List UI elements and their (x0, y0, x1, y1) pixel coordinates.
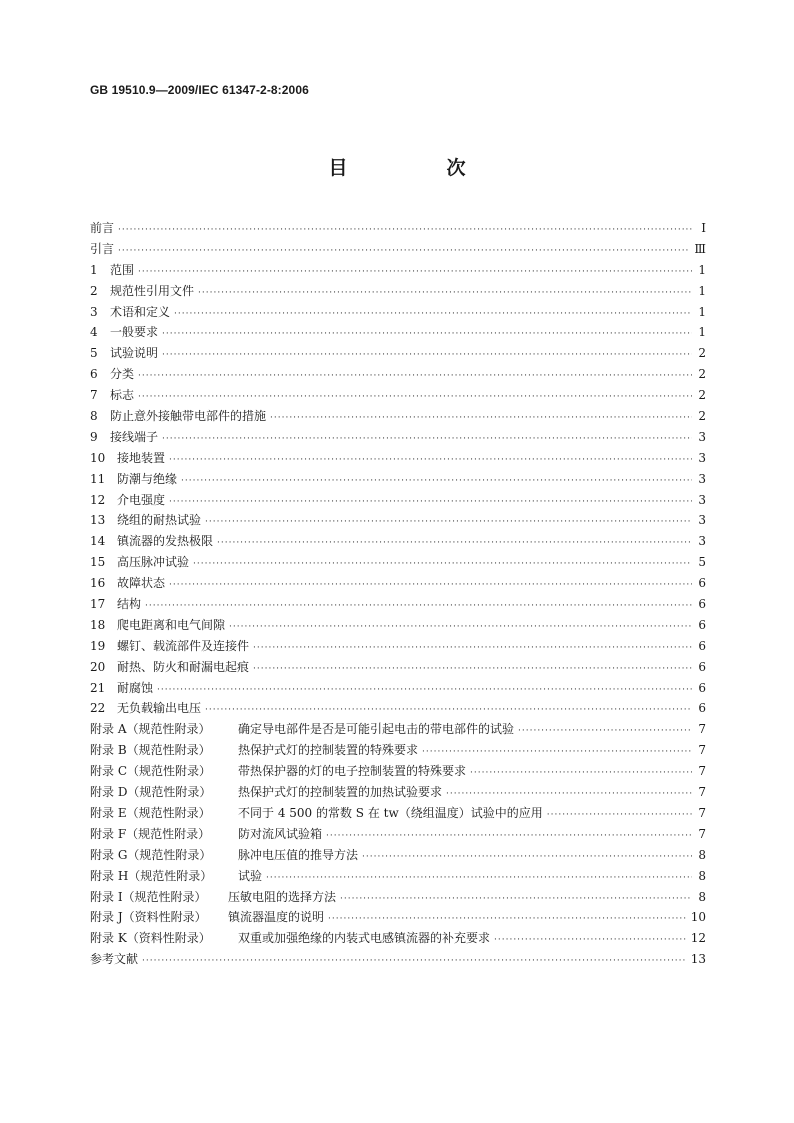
standard-number: GB 19510.9—2009/IEC 61347-2-8:2006 (90, 83, 309, 97)
toc-annex-entry[interactable] (90, 887, 706, 908)
toc-leader-dots (422, 742, 692, 763)
toc-leader-dots (181, 471, 692, 492)
toc-clause-number: 4 (90, 325, 98, 340)
toc-page-number: 8 (698, 847, 706, 862)
toc-entry-label: 防对流风试验箱 (238, 826, 323, 841)
toc-entry-bibliography[interactable] (90, 949, 706, 970)
toc-page-number: 1 (698, 304, 706, 319)
toc-page-number: 8 (698, 868, 706, 883)
table-of-contents (90, 218, 706, 970)
toc-entry[interactable] (90, 406, 706, 427)
toc-annex-entry[interactable] (90, 761, 706, 782)
toc-clause-number: 18 (90, 617, 106, 632)
toc-annex-designation: 附录 C（规范性附录） (90, 764, 211, 779)
toc-clause-number: 19 (90, 638, 106, 653)
toc-page-number: 3 (698, 450, 706, 465)
toc-leader-dots (205, 700, 692, 721)
toc-leader-dots (174, 304, 692, 325)
toc-clause-number: 10 (90, 450, 106, 465)
toc-annex-designation: 附录 J（资料性附录） (90, 910, 207, 925)
toc-entry[interactable] (90, 322, 706, 343)
toc-leader-dots (547, 805, 692, 826)
toc-annex-designation: 附录 B（规范性附录） (90, 743, 211, 758)
toc-page-number: 2 (698, 388, 706, 403)
toc-annex-entry[interactable] (90, 740, 706, 761)
toc-clause-number: 1 (90, 262, 98, 277)
toc-leader-dots (169, 575, 692, 596)
toc-leader-dots (340, 889, 692, 910)
toc-clause-number: 16 (90, 576, 106, 591)
toc-leader-dots (446, 784, 692, 805)
toc-leader-dots (138, 262, 692, 283)
toc-clause-number: 15 (90, 555, 106, 570)
toc-leader-dots (157, 680, 692, 701)
toc-page-number: 1 (698, 262, 706, 277)
toc-page-number: 6 (698, 701, 706, 716)
toc-annex-designation: 附录 H（规范性附录） (90, 868, 213, 883)
toc-entry-label: 脉冲电压值的推导方法 (238, 847, 359, 862)
toc-page-number: 6 (698, 659, 706, 674)
toc-entry-label: 故障状态 (117, 576, 166, 591)
toc-entry-label: 不同于 4 500 的常数 S 在 tw（绕组温度）试验中的应用 (238, 805, 543, 820)
toc-clause-number: 8 (90, 409, 98, 424)
toc-entry-label: 防潮与绝缘 (117, 471, 178, 486)
toc-entry-label: 镇流器温度的说明 (228, 910, 325, 925)
toc-annex-entry[interactable] (90, 845, 706, 866)
toc-page-number: 3 (698, 534, 706, 549)
toc-annex-entry[interactable] (90, 803, 706, 824)
toc-clause-number: 11 (90, 471, 106, 486)
toc-entry[interactable] (90, 448, 706, 469)
toc-page-number: 1 (698, 283, 706, 298)
toc-leader-dots (328, 909, 687, 930)
toc-leader-dots (142, 951, 687, 972)
toc-annex-designation: 附录 K（资料性附录） (90, 931, 211, 946)
toc-page-number: 2 (698, 346, 706, 361)
toc-page-number: 5 (698, 555, 706, 570)
toc-entry[interactable] (90, 427, 706, 448)
toc-page-number: 7 (698, 805, 706, 820)
toc-entry-label: 标志 (110, 388, 135, 403)
toc-entry-introduction[interactable] (90, 239, 706, 260)
toc-page-number: 6 (698, 617, 706, 632)
toc-entry[interactable] (90, 302, 706, 323)
toc-annex-entry[interactable] (90, 866, 706, 887)
toc-page-number: 13 (690, 952, 706, 967)
page-title: 目 次 (328, 157, 506, 179)
toc-entry[interactable] (90, 490, 706, 511)
toc-clause-number: 3 (90, 304, 98, 319)
toc-clause-number: 2 (90, 283, 98, 298)
toc-leader-dots (253, 659, 692, 680)
toc-leader-dots (118, 241, 690, 262)
toc-page-number: 7 (698, 722, 706, 737)
toc-entry-label: 一般要求 (110, 325, 159, 340)
toc-annex-designation: 附录 D（规范性附录） (90, 785, 212, 800)
toc-leader-dots (326, 826, 692, 847)
toc-annex-designation: 附录 I（规范性附录） (90, 889, 207, 904)
toc-entry-label: 前言 (90, 221, 115, 235)
toc-entry-label: 高压脉冲试验 (117, 555, 190, 570)
toc-clause-number: 7 (90, 388, 98, 403)
toc-leader-dots (253, 638, 692, 659)
toc-entry-label: 接地装置 (117, 450, 166, 465)
toc-leader-dots (470, 763, 692, 784)
toc-leader-dots (138, 387, 692, 408)
toc-clause-number: 12 (90, 492, 106, 507)
toc-annex-designation: 附录 A（规范性附录） (90, 722, 211, 737)
toc-entry-label: 防止意外接触带电部件的措施 (110, 409, 267, 424)
toc-page-number: Ⅰ (701, 221, 706, 235)
toc-leader-dots (162, 345, 692, 366)
toc-entry-label: 耐热、防火和耐漏电起痕 (117, 659, 250, 674)
toc-entry[interactable] (90, 594, 706, 615)
toc-leader-dots (266, 868, 692, 889)
toc-entry-label: 试验说明 (110, 346, 159, 361)
toc-clause-number: 21 (90, 680, 106, 695)
toc-entry[interactable] (90, 469, 706, 490)
toc-entry-label: 耐腐蚀 (117, 680, 154, 695)
toc-page-number: 3 (698, 471, 706, 486)
toc-entry[interactable] (90, 552, 706, 573)
toc-page-number: Ⅲ (694, 241, 706, 256)
toc-entry-label: 确定导电部件是否是可能引起电击的带电部件的试验 (238, 722, 515, 737)
toc-clause-number: 6 (90, 367, 98, 382)
toc-entry[interactable] (90, 531, 706, 552)
toc-entry-label: 接线端子 (110, 429, 159, 444)
toc-page-number: 3 (698, 429, 706, 444)
toc-page-number: 6 (698, 576, 706, 591)
toc-clause-number: 17 (90, 597, 106, 612)
toc-entry-label: 螺钉、载流部件及连接件 (117, 638, 250, 653)
toc-entry-label: 结构 (117, 597, 142, 612)
toc-leader-dots (138, 366, 692, 387)
toc-leader-dots (270, 408, 692, 429)
toc-annex-entry[interactable] (90, 782, 706, 803)
toc-entry-label: 热保护式灯的控制装置的特殊要求 (238, 743, 419, 758)
toc-entry[interactable] (90, 281, 706, 302)
toc-page-number: 3 (698, 492, 706, 507)
toc-entry-label: 双重或加强绝缘的内装式电感镇流器的补充要求 (238, 931, 491, 946)
toc-clause-number: 22 (90, 701, 106, 716)
toc-page-number: 12 (690, 931, 706, 946)
toc-entry-label: 带热保护器的灯的电子控制装置的特殊要求 (238, 764, 467, 779)
toc-clause-number: 20 (90, 659, 106, 674)
toc-page-number: 10 (690, 910, 706, 925)
toc-entry[interactable] (90, 657, 706, 678)
toc-annex-designation: 附录 E（规范性附录） (90, 805, 211, 820)
toc-annex-entry[interactable] (90, 907, 706, 928)
toc-page-number: 6 (698, 680, 706, 695)
toc-entry[interactable] (90, 260, 706, 281)
toc-entry[interactable] (90, 364, 706, 385)
toc-clause-number: 5 (90, 346, 98, 361)
toc-entry-label: 引言 (90, 241, 115, 256)
toc-leader-dots (118, 220, 692, 241)
toc-page-number: 7 (698, 785, 706, 800)
toc-page-number: 7 (698, 764, 706, 779)
toc-leader-dots (145, 596, 692, 617)
toc-leader-dots (217, 533, 692, 554)
toc-leader-dots (198, 283, 692, 304)
toc-entry-label: 分类 (110, 367, 135, 382)
toc-entry-label: 参考文献 (90, 952, 139, 967)
toc-entry-label: 介电强度 (117, 492, 166, 507)
toc-entry-label: 试验 (238, 868, 263, 883)
toc-entry[interactable] (90, 385, 706, 406)
toc-entry-label: 爬电距离和电气间隙 (117, 617, 226, 632)
toc-entry[interactable] (90, 678, 706, 699)
toc-page-number: 1 (698, 325, 706, 340)
toc-leader-dots (162, 429, 692, 450)
toc-entry-label: 绕组的耐热试验 (117, 513, 202, 528)
toc-entry[interactable] (90, 615, 706, 636)
toc-entry[interactable] (90, 573, 706, 594)
toc-leader-dots (205, 512, 692, 533)
toc-entry[interactable] (90, 510, 706, 531)
toc-annex-entry[interactable] (90, 824, 706, 845)
toc-entry-label: 镇流器的发热极限 (117, 534, 214, 549)
toc-page-number: 2 (698, 409, 706, 424)
toc-leader-dots (193, 554, 692, 575)
toc-page-number: 6 (698, 638, 706, 653)
toc-page-number: 7 (698, 743, 706, 758)
toc-annex-entry[interactable] (90, 928, 706, 949)
toc-entry[interactable] (90, 343, 706, 364)
toc-entry[interactable] (90, 698, 706, 719)
toc-clause-number: 9 (90, 429, 98, 444)
toc-page-number: 3 (698, 513, 706, 528)
toc-leader-dots (229, 617, 692, 638)
toc-entry[interactable] (90, 636, 706, 657)
toc-entry-label: 无负载输出电压 (117, 701, 202, 716)
toc-entry-label: 术语和定义 (110, 304, 171, 319)
toc-leader-dots (169, 492, 692, 513)
toc-page-number: 2 (698, 367, 706, 382)
toc-leader-dots (518, 721, 692, 742)
toc-page-number: 7 (698, 826, 706, 841)
toc-leader-dots (494, 930, 687, 951)
toc-page-number: 6 (698, 597, 706, 612)
toc-annex-entry[interactable] (90, 719, 706, 740)
toc-clause-number: 13 (90, 513, 106, 528)
toc-page-number: 8 (698, 889, 706, 904)
toc-entry-foreword[interactable] (90, 218, 706, 239)
toc-clause-number: 14 (90, 534, 106, 549)
toc-entry-label: 规范性引用文件 (110, 283, 195, 298)
toc-leader-dots (162, 324, 692, 345)
toc-annex-designation: 附录 F（规范性附录） (90, 826, 211, 841)
toc-entry-label: 范围 (110, 262, 135, 277)
toc-entry-label: 热保护式灯的控制装置的加热试验要求 (238, 785, 443, 800)
toc-entry-label: 压敏电阻的选择方法 (228, 889, 337, 904)
toc-leader-dots (362, 847, 692, 868)
toc-leader-dots (169, 450, 692, 471)
toc-annex-designation: 附录 G（规范性附录） (90, 847, 212, 862)
